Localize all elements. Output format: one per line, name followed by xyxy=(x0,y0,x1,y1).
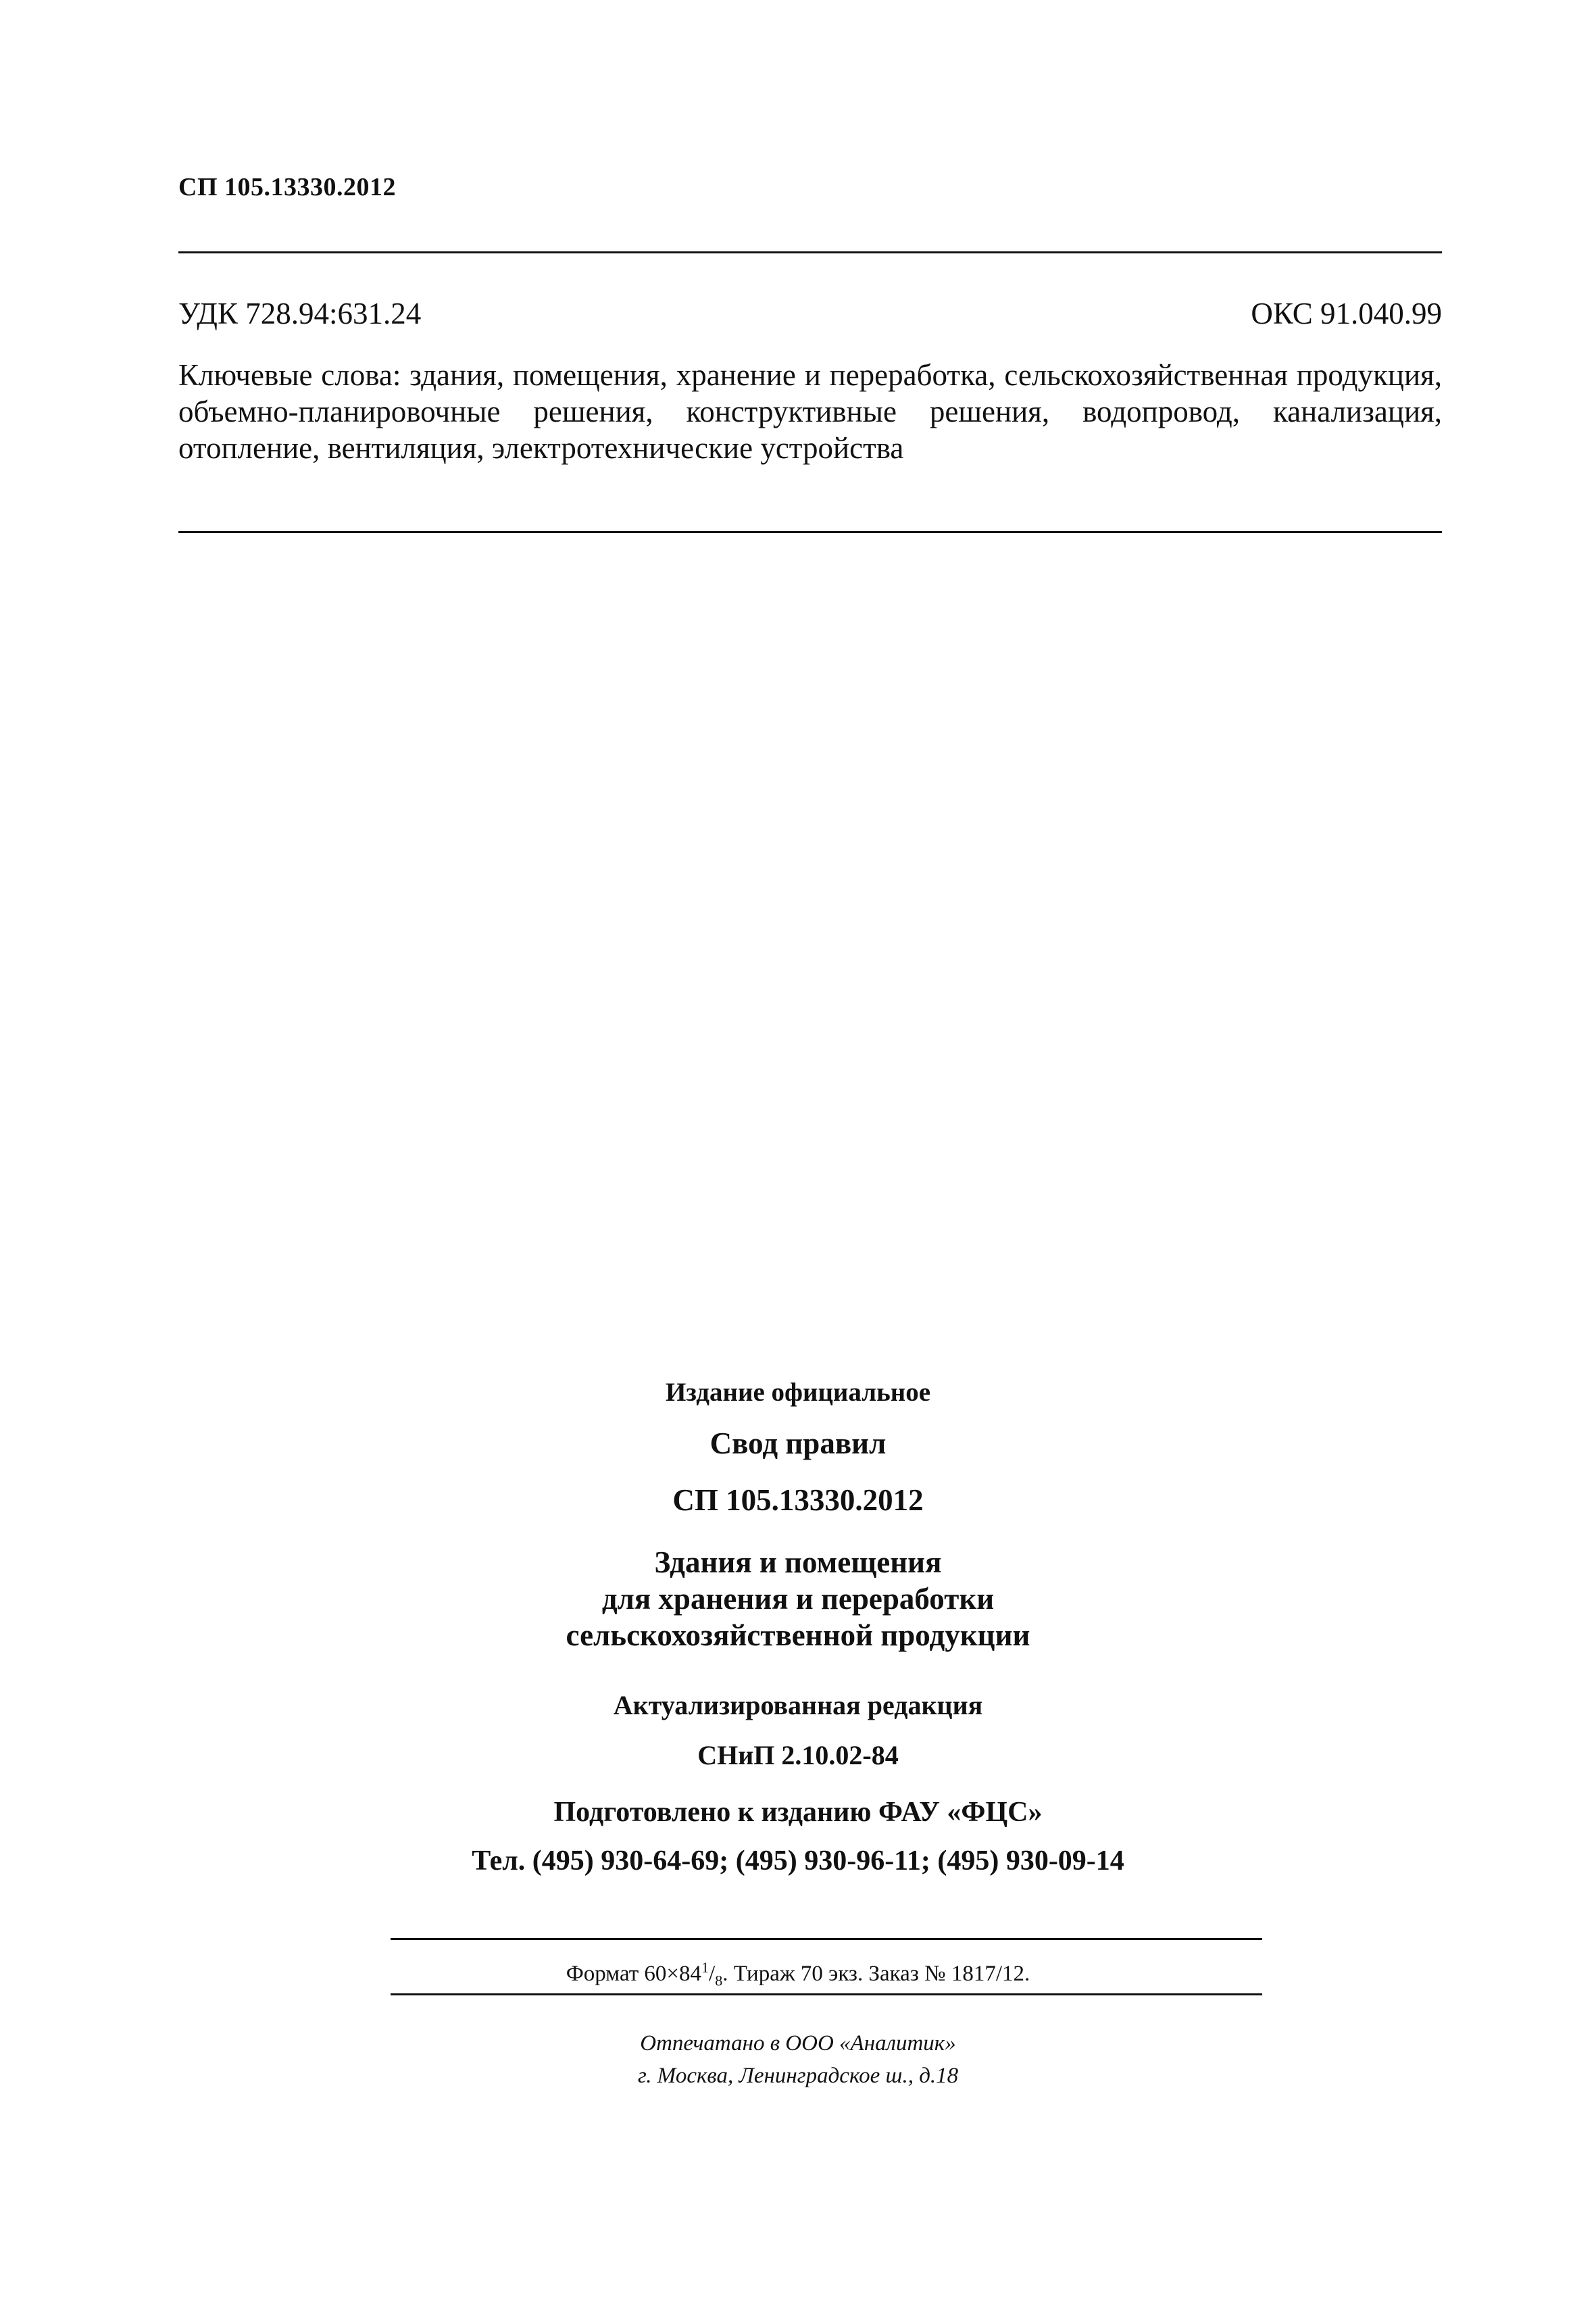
edition-label: Издание официальное xyxy=(665,1378,931,1407)
format-suffix: . Тираж 70 экз. Заказ № 1817/12. xyxy=(722,1962,1030,1986)
udk-code: УДК 728.94:631.24 xyxy=(178,297,422,330)
format-prefix: Формат 60×84 xyxy=(566,1962,702,1986)
printer-address: г. Москва, Ленинградское ш., д.18 xyxy=(637,2064,959,2088)
top-divider xyxy=(178,251,1442,253)
keywords-divider xyxy=(178,531,1442,533)
format-fraction-denominator: 8 xyxy=(715,1972,723,1989)
document-title xyxy=(0,1544,1596,1653)
title-line: Здания и помещения xyxy=(654,1545,942,1579)
format-top-divider xyxy=(391,1938,1262,1940)
standard-code: СП 105.13330.2012 xyxy=(672,1483,924,1517)
keywords-paragraph: Ключевые слова: здания, помещения, хранение и переработка, сельскохозяйственная продукция, объемно-планировочные решения, конструктивные решения, водопровод, канализация, отопление, вентиляция, электротехнические устройства xyxy=(178,358,1442,465)
format-fraction-numerator: 1 xyxy=(701,1959,709,1976)
print-format-info: Формат $60\times 84^1/_8$. Тираж 70 экз. Заказ № 1817/12. xyxy=(566,1959,1030,1989)
prepared-by: Подготовлено к изданию ФАУ «ФЦС» xyxy=(553,1797,1043,1828)
document-code: СП 105.13330.2012 xyxy=(178,173,396,201)
printer-name: Отпечатано в ООО «Аналитик» xyxy=(640,2031,956,2056)
title-line: для хранения и переработки xyxy=(601,1582,995,1616)
format-bottom-divider xyxy=(391,1993,1262,1995)
snip-code: СНиП 2.10.02-84 xyxy=(697,1740,899,1770)
oks-code: ОКС 91.040.99 xyxy=(1251,297,1442,330)
actualized-edition-label: Актуализированная редакция xyxy=(613,1690,983,1720)
phone-numbers: Тел. (495) 930-64-69; (495) 930-96-11; (495) 930-09-14 xyxy=(472,1845,1124,1876)
title-line: сельскохозяйственной продукции xyxy=(566,1618,1030,1652)
svod-label: Свод правил xyxy=(709,1426,887,1460)
printer-info xyxy=(0,2027,1596,2092)
